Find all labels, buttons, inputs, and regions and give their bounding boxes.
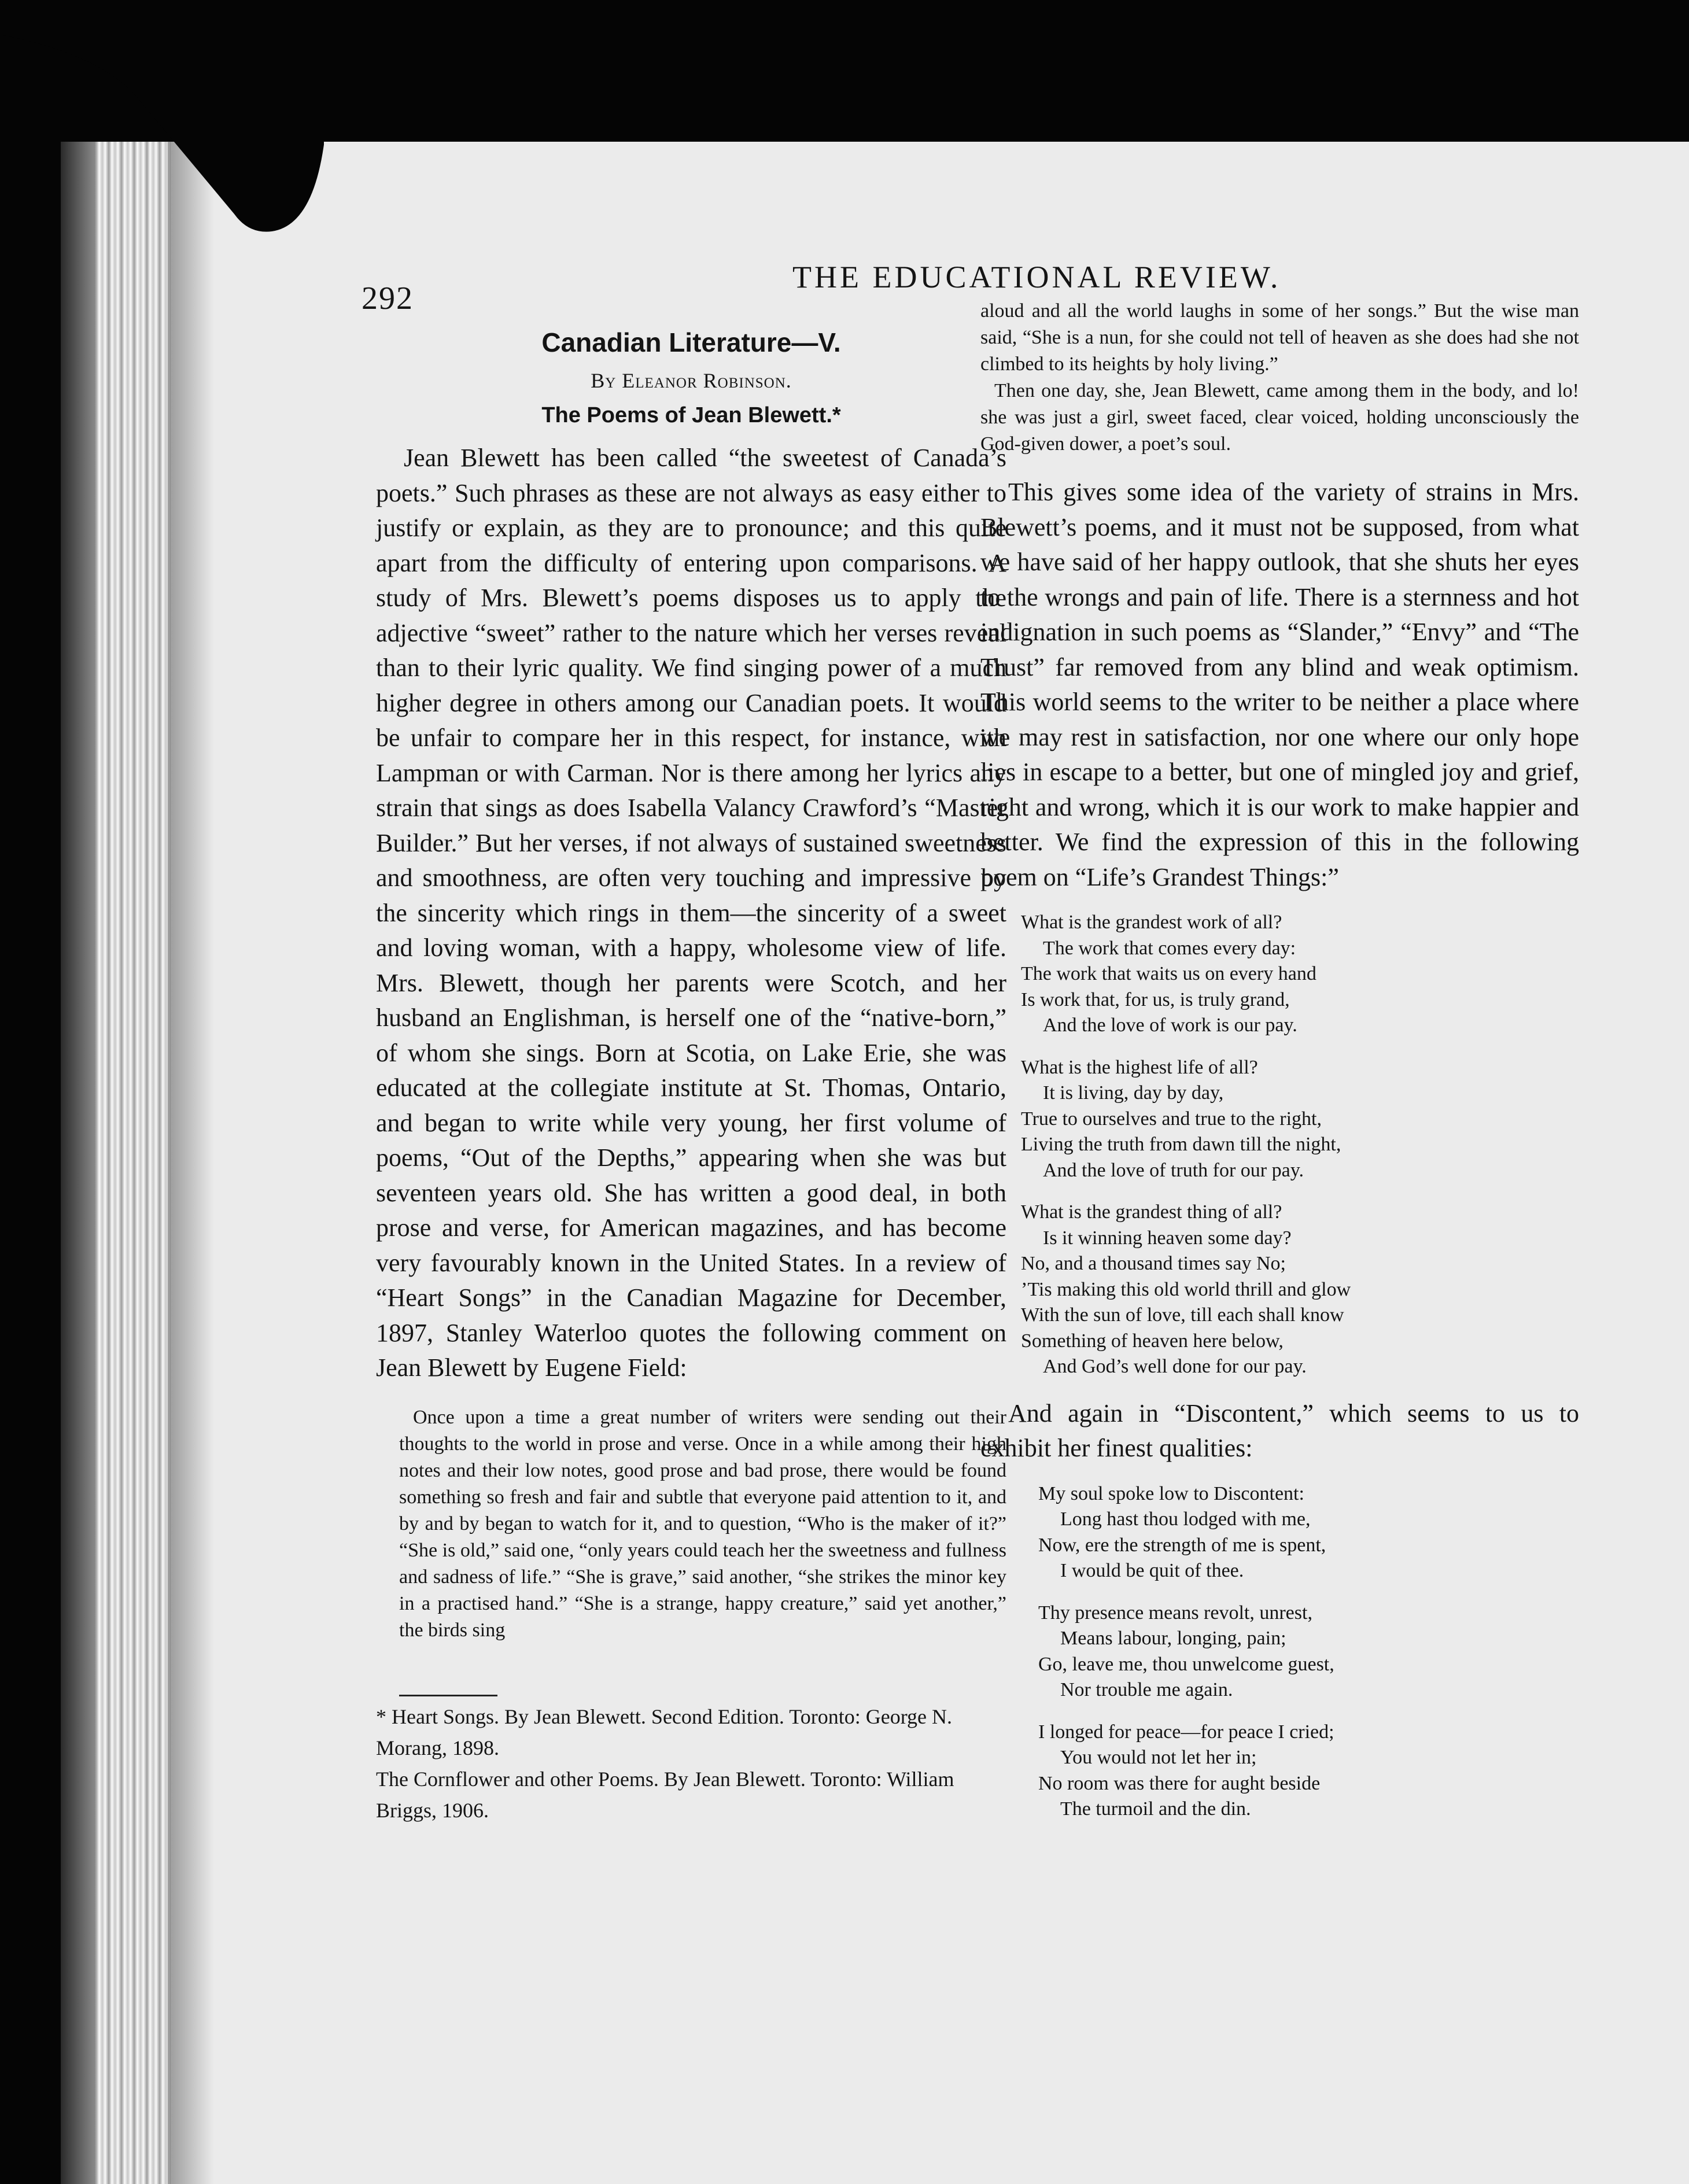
quotation-continued — [980, 298, 1579, 458]
poem-line: Living the truth from dawn till the night, — [1021, 1134, 1341, 1155]
poem-line: Thy presence means revolt, unrest, — [1038, 1602, 1312, 1624]
poem-line: No, and a thousand times say No; — [1021, 1253, 1286, 1274]
poem-line: Now, ere the strength of me is spent, — [1038, 1534, 1326, 1556]
poem-line: Go, leave me, thou unwelcome guest, — [1038, 1653, 1334, 1675]
poem-stanza — [1021, 910, 1579, 1039]
poem-line: ’Tis making this old world thrill and glow — [1021, 1278, 1351, 1300]
poem-line: And the love of work is our pay. — [1043, 1014, 1297, 1036]
poem-stanza — [1038, 1600, 1579, 1703]
poem-line: The turmoil and the din. — [1060, 1798, 1251, 1820]
right-body — [980, 475, 1579, 895]
poem-line: It is living, day by day, — [1043, 1082, 1224, 1104]
footnote: * Heart Songs. By Jean Blewett. Second Edition. Toronto: George N. Morang, 1898. — [376, 1705, 953, 1759]
poem-line: Nor trouble me again. — [1060, 1679, 1233, 1700]
poem-line: The work that waits us on every hand — [1021, 963, 1316, 984]
poem-line: I longed for peace—for peace I cried; — [1038, 1721, 1334, 1743]
article-subtitle: The Poems of Jean Blewett.* — [541, 403, 841, 427]
poem-line: My soul spoke low to Discontent: — [1038, 1482, 1304, 1504]
spine-shadow — [168, 142, 214, 2184]
poem-lifes-grandest-things — [1021, 910, 1579, 1380]
poem-line: Long hast thou lodged with me, — [1060, 1508, 1311, 1530]
poem-line: And the love of truth for our pay. — [1043, 1159, 1304, 1181]
body-paragraph: This gives some idea of the variety of strains in Mrs. Blewett’s poems, and it must not be supposed, from what we have said of her happy outlook, that she shuts her eyes to the wrongs and pain of life. There is a sternness and hot indignation in such poems as “Slander,” “Envy” and “The Trust” far removed from any blind and weak optimism. This world seems to the writer to be neither a place where we may rest in satisfaction, nor one where our only hope lies in escape to a better, but one of mingled joy and grief, right and wrong, which it is our work to make happier and better. We find the expression of this in the following poem on “Life’s Grandest Things:” — [980, 478, 1579, 891]
poem-stanza — [1021, 1055, 1579, 1184]
quotation-block: Once upon a time a great number of writers were sending out their thoughts to the world in prose and verse. Once in a while among their high notes and their low notes, good prose and bad prose, there would be found something so fresh and fair and subtle that everyone paid attention to it, and by and by began to watch for it, and to question, “Who is the maker of it?” “She is old,” said one, “only years could teach her the sweetness and fullness and sadness of life.” “She is grave,” said another, “she strikes the minor key in a practised hand.” “She is a strange, happy creature,” said yet another,” the birds sing — [399, 1406, 1006, 1641]
footnote-rule — [399, 1695, 497, 1696]
poem-line: Is it winning heaven some day? — [1043, 1227, 1292, 1249]
poem-line: Means labour, longing, pain; — [1060, 1628, 1286, 1649]
poem-line: What is the grandest thing of all? — [1021, 1201, 1282, 1223]
poem-line: What is the grandest work of all? — [1021, 912, 1282, 933]
body-paragraph: Jean Blewett has been called “the sweetest of Canada’s poets.” Such phrases as these are not always as easy either to justify or explain, as they are to pronounce; and this quite apart from the difficulty of entering upon comparisons. A study of Mrs. Blewett’s poems disposes us to apply the adjective “sweet” rather to the nature which her verses reveal than to their lyric quality. We find singing power of a much higher degree in others among our Canadian poets. It would be unfair to compare her in this respect, for instance, with Lampman or with Carman. Nor is there among her lyrics any strain that sings as does Isabella Valancy Crawford’s “Master Builder.” But her verses, if not always of sustained sweetness and smoothness, are often very touching and impressive by the sincerity which rings in them—the sincerity of a sweet and loving woman, with a happy, wholesome view of life. Mrs. Blewett, though her parents were Scotch, and her husband an Englishman, is herself one of the “native-born,” of whom she sings. Born at Scotia, on Lake Erie, she was educated at the collegiate institute at St. Thomas, Ontario, and began to write while very young, her first volume of poems, “Out of the Depths,” appearing when she was but seventeen years old. She has written a good deal, in both prose and verse, for American magazines, and has become very favourably known in the United States. In a review of “Heart Songs” in the Canadian Magazine for December, 1897, Stanley Waterloo quotes the following comment on Jean Blewett by Eugene Field: — [376, 444, 1006, 1382]
body-paragraph: And again in “Discontent,” which seems to us to exhibit her finest qualities: — [980, 1399, 1579, 1462]
poem-stanza — [1021, 1200, 1579, 1380]
quotation-block: Then one day, she, Jean Blewett, came among them in the body, and lo! she was just a girl, sweet faced, clear voiced, holding unconsciously the God-given dower, a poet’s soul. — [980, 380, 1579, 455]
book-spine-edge — [61, 142, 95, 2184]
page-number: 292 — [362, 281, 414, 316]
poem-discontent — [1038, 1481, 1579, 1823]
poem-line: What is the highest life of all? — [1021, 1056, 1258, 1078]
left-column — [376, 327, 1006, 1826]
poem-line: And God’s well done for our pay. — [1043, 1356, 1307, 1377]
article-byline: By Eleanor Robinson. — [591, 369, 792, 392]
binder-clip-icon — [0, 0, 324, 243]
poem-line: You would not let her in; — [1060, 1747, 1257, 1768]
article-title: Canadian Literature—V. — [541, 327, 841, 357]
footnote: The Cornflower and other Poems. By Jean Blewett. Toronto: William Briggs, 1906. — [376, 1767, 954, 1822]
poem-line: The work that comes every day: — [1043, 937, 1296, 959]
footnotes — [376, 1695, 1006, 1826]
running-head: THE EDUCATIONAL REVIEW. — [792, 260, 1281, 294]
quotation-block: aloud and all the world laughs in some of her songs.” But the wise man said, “She is a nun, for she could not tell of heaven as she does had she not climbed to its heights by holy living.” — [980, 300, 1579, 375]
poem-stanza — [1038, 1720, 1579, 1823]
poem-line: Something of heaven here below, — [1021, 1330, 1284, 1352]
poem-line: True to ourselves and true to the right, — [1021, 1108, 1322, 1130]
right-column — [980, 298, 1579, 1839]
poem-line: No room was there for aught beside — [1038, 1772, 1321, 1794]
poem-line: I would be quit of thee. — [1060, 1560, 1244, 1581]
poem-stanza — [1038, 1481, 1579, 1584]
poem-line: Is work that, for us, is truly grand, — [1021, 988, 1290, 1010]
poem-line: With the sun of love, till each shall know — [1021, 1304, 1344, 1326]
